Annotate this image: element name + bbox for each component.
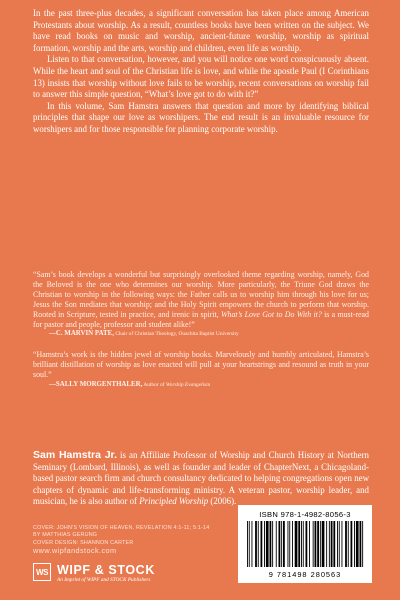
publisher-monogram-icon: WS [33,563,51,581]
description-paragraph-2: Listen to that conversation, however, and you will notice one word conspicuously absent. While the heart and soul of the Christian life is love, and while the apostle Paul (I Corinthians 13) insists that worship without love fails to be worship, recent conversations on worship fail to answer this simple question, “What’s love got to do with it?” [33,54,369,100]
cover-art-credit: COVER: JOHN’S VISION OF HEAVEN, REVELATION 4:1-11; 5:1-14 [33,525,210,531]
barcode-bar [354,521,355,567]
endorser-book-title: Worship Evangelism [165,382,211,389]
barcode-bar [320,521,321,567]
endorsement-pate [33,270,369,340]
barcode-bar [356,521,359,567]
endorser-affiliation: Author of [142,382,166,389]
isbn-number: ISBN 978-1-4982-8056-3 [259,510,351,519]
barcode-bar [255,521,257,567]
barcode-bar [295,521,298,567]
endorsement-attribution [33,329,369,340]
barcode-bar [276,521,277,567]
barcode-bar [331,521,333,567]
endorsements [33,270,369,391]
publisher-website-link[interactable]: www.wipfandstock.com [33,545,117,555]
barcode-bar [309,521,310,567]
isbn-barcode-panel [238,505,372,583]
barcode-bar [337,521,338,567]
endorser-name: —SALLY MORGENTHALER, [49,381,143,389]
barcode-bar [270,521,272,567]
description-paragraph-3: In this volume, Sam Hamstra answers that question and more by identifying biblical principles that shape our love as worshipers. The end result is an invaluable resource for worshipers and for those responsible for planning corporate worship. [33,100,369,134]
endorser-name: —C. MARVIN PATE, [49,330,114,338]
barcode-bar [288,521,289,567]
publisher-name: WIPF & STOCK [57,563,155,577]
barcode-bar [322,521,325,567]
barcode-bar [301,521,302,567]
barcode-bar [261,521,263,567]
cover-credits [33,525,233,554]
cover-artist-credit: BY MATTHIAS GERUNG [33,532,98,539]
author-book-title: Principled Worship [139,496,209,507]
barcode-bar [298,521,300,567]
author-bio-text: is an Affiliate Professor of Worship and Church History at Northern Seminary (Lombard, Illinois), as well as founder and leader of ChapterNext, a Chicagoland-based pastor search firm and church consultancy dedicated to helping congregations open new chapters of dynamic and life-transforming ministry. A veteran pastor, worship leader, and musician, he is also author of [33,450,369,507]
barcode-bar [326,521,327,567]
barcode-bar [351,521,353,567]
barcode-bar [317,521,319,567]
barcode-bar [315,521,317,567]
barcode-bar [283,521,285,567]
barcode-digits: 9 781498 280563 [268,570,342,579]
barcode-bar [303,521,304,567]
barcode-bar [329,521,330,567]
barcode-bar [360,521,362,567]
author-name: Sam Hamstra Jr. [33,449,117,461]
barcode-bar [249,521,250,567]
barcode-bar [281,521,282,567]
barcode-bar [348,521,349,567]
barcode-bar [313,521,314,567]
cover-design-credit: COVER DESIGN: SHANNON CARTER [33,539,134,546]
barcode-bar [342,521,343,567]
endorser-affiliation: Chair of Christian Theology, Ouachita Baptist University [113,331,239,338]
barcode-bar [252,521,253,567]
barcode-bar [289,521,290,567]
endorsement-quote: “Sam’s book develops a wonderful but surprisingly overlooked theme regarding worship, namely, God the Beloved is the one who determines our worship. More particularly, the Triune God draws the Christian to worship in the following ways: the Father calls us to worship him through his love for us; Jesus the Son mediates that worship; and the Holy Spirit empowers the church to perform that worship. Rooted in Scripture, tested in practice, and irenic in spirit, What’s Love Got to Do With it? is a must-read for pastor and people, professor and student alike!” [33,270,369,329]
publisher-imprint: An Imprint of WIPF and STOCK Publishers [57,577,151,583]
barcode-icon [245,521,365,569]
author-bio: Sam Hamstra Jr. is an Affiliate Professor of Worship and Church History at Northern Seminary (Lombard, Illinois), as well as founder and leader of ChapterNext, a Chicagoland-based pastor search firm and church consultancy dedicated to helping congregations open new chapters of dynamic and life-transforming ministry. A veteran pastor, worship leader, and musician, he is also author of Principled Worship (2006). [33,449,369,507]
description-paragraph-1: In the past three-plus decades, a significant conversation has taken place among American Protestants about worship. As a result, countless books have been written on the subject. We have read books on music and worship, ancient-future worship, worship as spiritual formation, worship and the arts, worship and children, even life as worship. [33,8,369,53]
barcode-bar [362,521,363,567]
barcode-bar [247,521,248,567]
barcode-bar [339,521,340,567]
barcode-bar [258,521,259,567]
barcode-bar [272,521,273,567]
endorsement-morgenthaler [33,350,369,391]
barcode-bar [266,521,269,567]
book-title-reference: What’s Love Got to Do With it? [220,309,322,319]
book-description [33,8,369,136]
barcode-bar [292,521,293,567]
barcode-bar [345,521,347,567]
endorsement-attribution [33,380,369,391]
barcode-bar [279,521,281,567]
barcode-bar [306,521,308,567]
barcode-bar [264,521,265,567]
endorsement-quote: “Hamstra’s work is the hidden jewel of worship books. Marvelously and humbly articulated, Hamstra’s brilliant distillation of worship as love enacted will pull at your heartstrings and resound as truth in your soul.” [33,350,369,380]
barcode-bar [333,521,335,567]
publisher-logo [33,561,233,591]
